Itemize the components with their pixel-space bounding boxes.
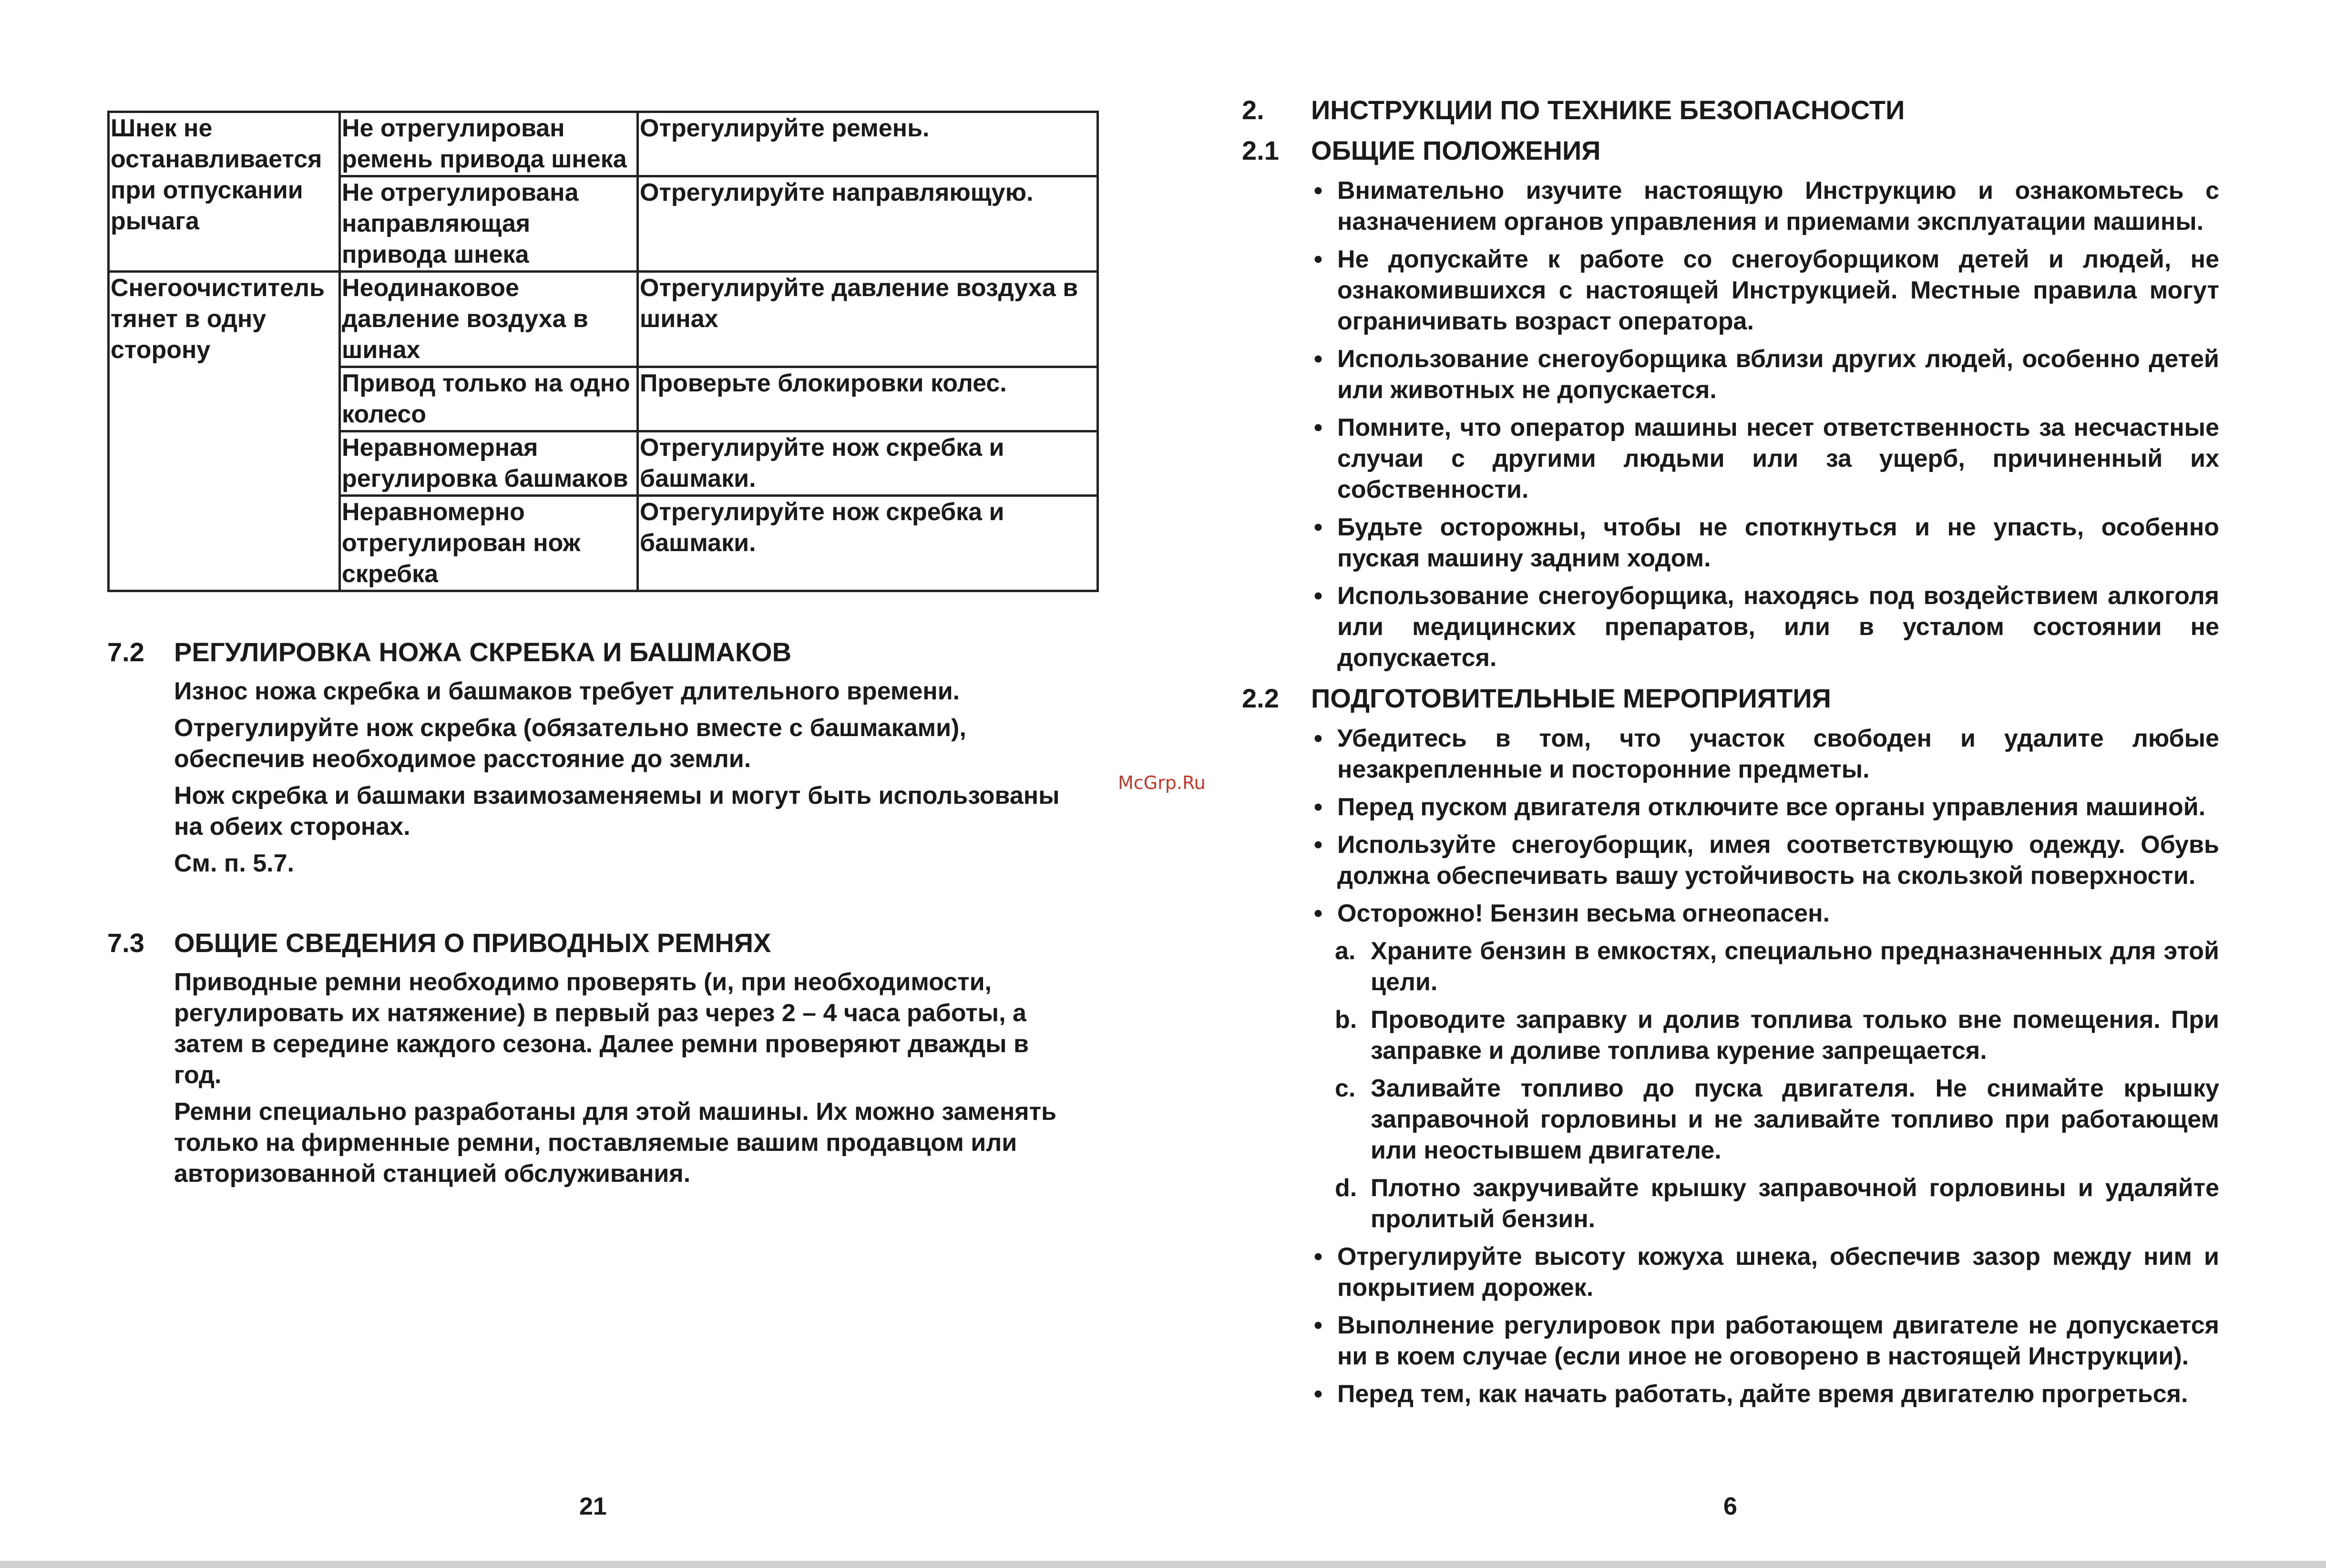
list-item: • Использование снегоуборщика, находясь под воздействием алкоголя или медицинских препаратов, или в усталом состоянии не допускается. (1242, 581, 2219, 674)
paragraph: Износ ножа скребка и башмаков требует длительного времени. (174, 677, 960, 705)
section-2-1-heading (1242, 135, 2219, 166)
list-item: • Помните, что оператор машины несет ответственность за несчастные случаи с другими людьми или за ущерб, причиненный их собственности. (1242, 412, 2219, 505)
bullet-icon: • (1313, 414, 1323, 441)
section-number: 2.2 (1242, 683, 1279, 713)
left-page (0, 0, 1144, 1568)
section-title: ПОДГОТОВИТЕЛЬНЫЕ МЕРОПРИЯТИЯ (1311, 683, 1831, 713)
table-cell-fix: Отрегулируйте нож скребка и башмаки. (638, 431, 1098, 496)
table-cell-fix: Отрегулируйте направляющую. (638, 176, 1098, 272)
sub-item-letter: c. (1335, 1075, 1356, 1102)
preparation-list (1242, 723, 2219, 929)
table-cell-fix: Отрегулируйте давление воздуха в шинах (638, 272, 1098, 367)
table-cell-cause: Неодинаковое давление воздуха в шинах (340, 272, 638, 367)
list-item: • Использование снегоуборщика вблизи других людей, особенно детей или животных не допускается. (1242, 344, 2219, 406)
section-title: ИНСТРУКЦИИ ПО ТЕХНИКЕ БЕЗОПАСНОСТИ (1311, 95, 1905, 125)
sub-item: d. Плотно закручивайте крышку заправочной горловины и удаляйте пролитый бензин. (1242, 1173, 2219, 1235)
table-cell-cause: Привод только на одно колесо (340, 367, 638, 431)
table-cell-fix: Проверьте блокировки колес. (638, 367, 1098, 431)
section-title: ОБЩИЕ СВЕДЕНИЯ О ПРИВОДНЫХ РЕМНЯХ (174, 928, 771, 958)
section-2 (1242, 94, 2219, 680)
sub-item: a. Храните бензин в емкостях, специально предназначенных для этой цели. (1242, 936, 2219, 998)
general-rules-list (1242, 175, 2219, 674)
table-cell-fix: Отрегулируйте нож скребка и башмаки. (638, 496, 1098, 591)
section-title: ОБЩИЕ ПОЛОЖЕНИЯ (1311, 135, 1601, 165)
section-7-3 (107, 927, 1070, 1195)
section-number: 2.1 (1242, 135, 1279, 165)
paragraph: Приводные ремни необходимо проверять (и, при необходимости, регулировать их натяжение) в первый раз через 2 – 4 часа работы, а затем в середине каждого сезона. Далее ремни проверяют дважды в год. (174, 968, 1029, 1089)
bottom-edge-divider (0, 1561, 2326, 1568)
preparation-list-continued (1242, 1241, 2219, 1410)
troubleshooting-table (107, 111, 1099, 592)
page-number: 6 (1723, 1493, 1737, 1520)
paragraph: Нож скребка и башмаки взаимозаменяемы и могут быть использованы на обеих сторонах. (174, 782, 1060, 840)
sub-item: c. Заливайте топливо до пуска двигателя. Не снимайте крышку заправочной горловины и не заливайте топливо при работающем или неостывшем двигателе. (1242, 1073, 2219, 1166)
list-item: • Перед пуском двигателя отключите все органы управления машиной. (1242, 792, 2219, 823)
table-cell-problem: Шнек не останавливается при отпускании рычага (109, 112, 340, 272)
section-7-2 (107, 636, 1070, 885)
section-number: 2. (1242, 95, 1264, 125)
bullet-icon: • (1313, 900, 1323, 927)
bullet-icon: • (1313, 793, 1323, 821)
list-item: • Используйте снегоуборщик, имея соответствующую одежду. Обувь должна обеспечивать вашу устойчивость на скользкой поверхности. (1242, 830, 2219, 892)
section-2-2 (1242, 683, 2219, 1416)
section-number: 7.2 (107, 637, 144, 667)
table-cell-cause: Неравномерно отрегулирован нож скребка (340, 496, 638, 591)
section-number: 7.3 (107, 928, 144, 958)
list-item: • Выполнение регулировок при работающем двигателе не допускается ни в коем случае (если иное не оговорено в настоящей Инструкции). (1242, 1310, 2219, 1372)
bullet-icon: • (1313, 246, 1323, 273)
table-cell-cause: Не отрегулирована направляющая привода шнека (340, 176, 638, 272)
section-title: РЕГУЛИРОВКА НОЖА СКРЕБКА И БАШМАКОВ (174, 637, 792, 667)
bullet-icon: • (1313, 1243, 1323, 1271)
list-item: • Отрегулируйте высоту кожуха шнека, обеспечив зазор между ним и покрытием дорожек. (1242, 1241, 2219, 1303)
table-row (109, 272, 1098, 367)
watermark-text: McGrp.Ru (1118, 772, 1206, 793)
sub-item-letter: a. (1335, 937, 1356, 965)
bullet-icon: • (1313, 831, 1323, 859)
page-number: 21 (579, 1493, 607, 1520)
list-item: • Будьте осторожны, чтобы не споткнуться и не упасть, особенно пуская машину задним ходом. (1242, 512, 2219, 574)
paragraph: См. п. 5.7. (174, 850, 294, 877)
sub-item: b. Проводите заправку и долив топлива только вне помещения. При заправке и доливе топлива курение запрещается. (1242, 1004, 2219, 1066)
fuel-sublist (1242, 936, 2219, 1235)
bullet-icon: • (1313, 1312, 1323, 1339)
paragraph: Отрегулируйте нож скребка (обязательно вместе с башмаками), обеспечив необходимое расстояние до земли. (174, 714, 966, 773)
paragraph: Ремни специально разработаны для этой машины. Их можно заменять только на фирменные ремни, поставляемые вашим продавцом или авторизованной станцией обслуживания. (174, 1098, 1057, 1188)
sub-item-letter: d. (1335, 1174, 1357, 1202)
bullet-icon: • (1313, 513, 1323, 541)
bullet-icon: • (1313, 725, 1323, 752)
table-cell-cause: Не отрегулирован ремень привода шнека (340, 112, 638, 176)
bullet-icon: • (1313, 345, 1323, 373)
list-item: • Не допускайте к работе со снегоуборщиком детей и людей, не ознакомившихся с настоящей Инструкцией. Местные правила могут ограничивать возраст оператора. (1242, 244, 2219, 337)
bullet-icon: • (1313, 177, 1323, 205)
table-row (109, 112, 1098, 176)
table-cell-fix: Отрегулируйте ремень. (638, 112, 1098, 176)
list-item: • Перед тем, как начать работать, дайте время двигателю прогреться. (1242, 1379, 2219, 1410)
sub-item-letter: b. (1335, 1006, 1357, 1034)
bullet-icon: • (1313, 582, 1323, 610)
list-item: • Внимательно изучите настоящую Инструкцию и ознакомьтесь с назначением органов управления и приемами эксплуатации машины. (1242, 175, 2219, 237)
bullet-icon: • (1313, 1380, 1323, 1408)
table-cell-problem: Снегоочиститель тянет в одну сторону (109, 272, 340, 591)
table-cell-cause: Неравномерная регулировка башмаков (340, 431, 638, 496)
list-item: • Осторожно! Бензин весьма огнеопасен. (1242, 898, 2219, 929)
list-item: • Убедитесь в том, что участок свободен и удалите любые незакрепленные и посторонние предметы. (1242, 723, 2219, 785)
